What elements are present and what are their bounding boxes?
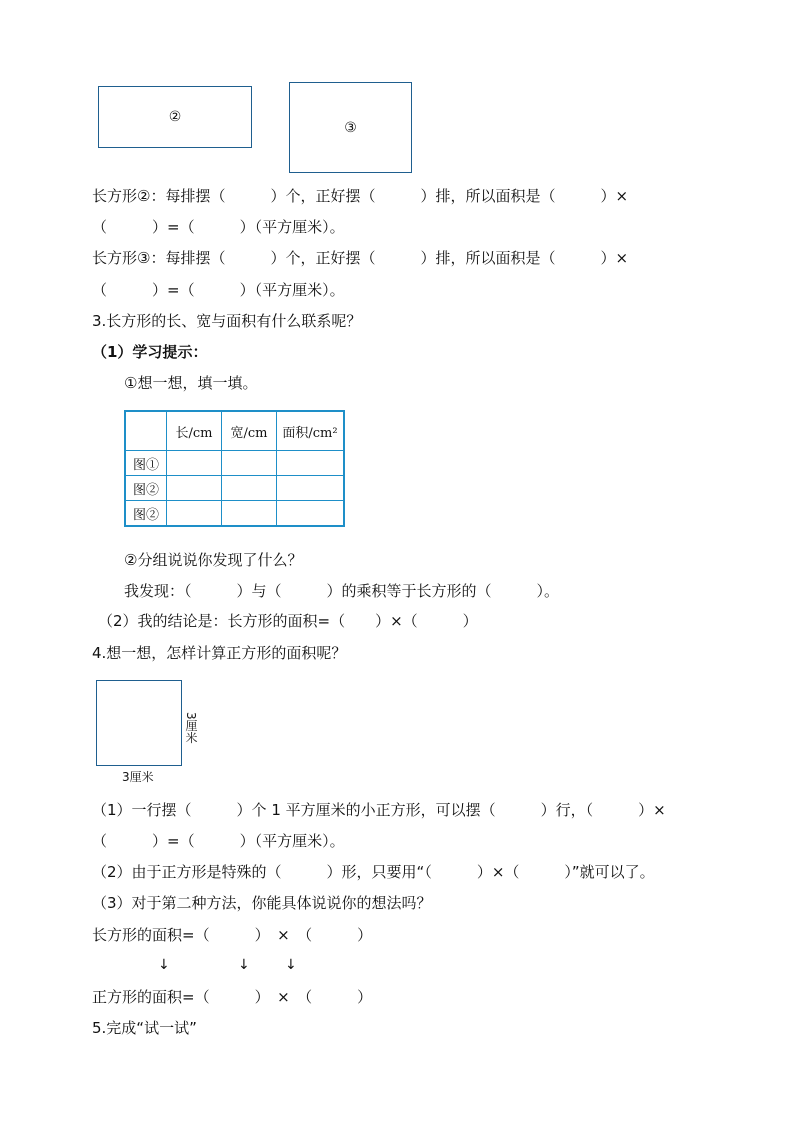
table-header-row bbox=[125, 411, 344, 451]
row-label: 图② bbox=[125, 501, 167, 527]
table-cell[interactable] bbox=[222, 451, 277, 476]
rect2-line-2: （ ）=（ ）（平方厘米）。 bbox=[92, 218, 345, 236]
arrow-down-icon: ↓ bbox=[158, 957, 170, 973]
table-row bbox=[125, 501, 344, 527]
table-cell[interactable] bbox=[277, 501, 345, 527]
discovery-text: 我发现：（ ）与（ ）的乘积等于长方形的（ ）。 bbox=[124, 582, 560, 600]
rect-area-formula: 长方形的面积=（ ） × （ ） bbox=[92, 926, 373, 944]
question-4-heading: 4.想一想，怎样计算正方形的面积呢？ bbox=[92, 644, 347, 662]
header-cell: 宽/cm bbox=[222, 411, 277, 451]
row-label: 图② bbox=[125, 476, 167, 501]
rect2-line-1: 长方形②：每排摆（ ）个，正好摆（ ）排，所以面积是（ ）× bbox=[92, 187, 629, 205]
table-cell[interactable] bbox=[167, 476, 222, 501]
header-cell: 长/cm bbox=[167, 411, 222, 451]
square-bottom-label: 3厘米 bbox=[122, 770, 154, 784]
table-cell[interactable] bbox=[222, 476, 277, 501]
rect3-line-1: 长方形③：每排摆（ ）个，正好摆（ ）排，所以面积是（ ）× bbox=[92, 249, 629, 267]
table-cell[interactable] bbox=[222, 501, 277, 527]
question-5-heading: 5.完成“试一试” bbox=[92, 1019, 197, 1037]
dimension-table bbox=[124, 410, 345, 527]
q4-part1-line-2: （ ）=（ ）（平方厘米）。 bbox=[92, 832, 345, 850]
row-label: 图① bbox=[125, 451, 167, 476]
rectangle-3-label: ③ bbox=[344, 119, 357, 136]
rectangle-3-figure bbox=[289, 82, 412, 173]
q4-part3-text: （3）对于第二种方法，你能具体说说你的想法吗？ bbox=[92, 894, 432, 912]
table-row bbox=[125, 476, 344, 501]
rect3-line-2: （ ）=（ ）（平方厘米）。 bbox=[92, 281, 345, 299]
step-2-text: ②分组说说你发现了什么？ bbox=[124, 551, 303, 569]
table-cell[interactable] bbox=[167, 451, 222, 476]
q4-part1-line-1: （1）一行摆（ ）个 1 平方厘米的小正方形，可以摆（ ）行，（ ）× bbox=[92, 801, 666, 819]
arrow-down-icon: ↓ bbox=[238, 957, 250, 973]
question-3-heading: 3.长方形的长、宽与面积有什么联系呢？ bbox=[92, 312, 362, 330]
table-cell[interactable] bbox=[277, 476, 345, 501]
step-1-text: ①想一想，填一填。 bbox=[124, 374, 258, 392]
rectangle-2-figure bbox=[98, 86, 252, 148]
header-cell: 面积/cm² bbox=[277, 411, 345, 451]
q4-part2-text: （2）由于正方形是特殊的（ ）形，只要用“（ ）×（ ）”就可以了。 bbox=[92, 863, 655, 881]
square-area-formula: 正方形的面积=（ ） × （ ） bbox=[92, 988, 373, 1006]
learning-hint: （1）学习提示： bbox=[92, 343, 208, 361]
header-cell bbox=[125, 411, 167, 451]
rectangle-2-label: ② bbox=[168, 109, 182, 125]
arrow-down-icon: ↓ bbox=[285, 957, 297, 973]
table-row bbox=[125, 451, 344, 476]
table-cell[interactable] bbox=[277, 451, 345, 476]
conclusion-text: （2）我的结论是：长方形的面积=（ ）×（ ） bbox=[98, 612, 478, 630]
table-cell[interactable] bbox=[167, 501, 222, 527]
square-side-label: 3厘米 bbox=[184, 712, 198, 744]
square-figure bbox=[96, 680, 182, 766]
